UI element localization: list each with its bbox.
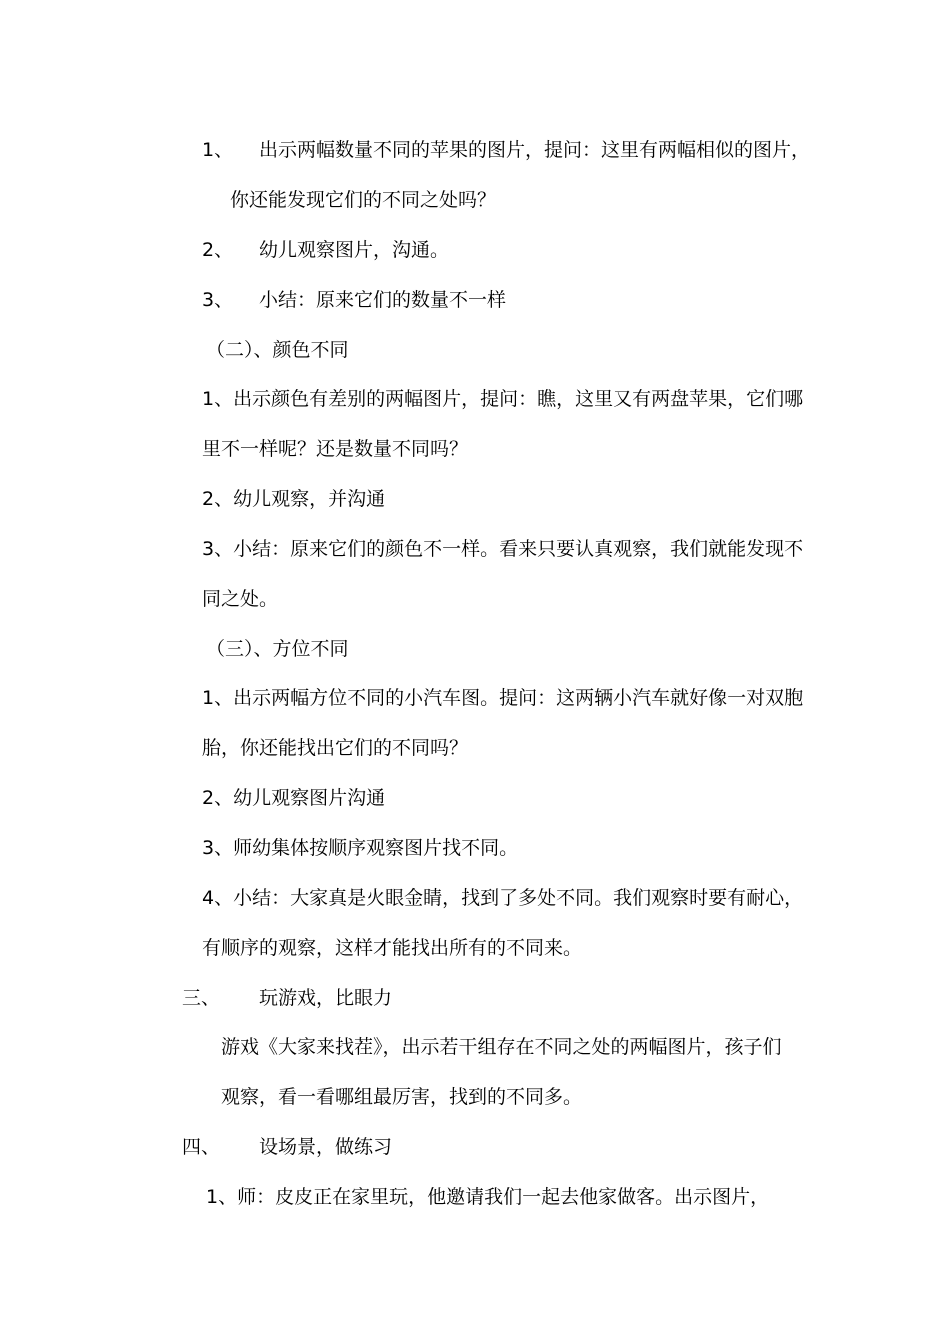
item-text: 幼儿观察图片，沟通。 — [259, 239, 450, 261]
paragraph-line: 3、小结：原来它们的颜色不一样。看来只要认真观察，我们就能发现不 — [202, 538, 804, 560]
paragraph-line: 里不一样呢？还是数量不同吗？ — [202, 438, 469, 460]
paragraph-line: 2、幼儿观察，并沟通 — [202, 488, 386, 510]
paragraph-line: 2、幼儿观察图片沟通 — [202, 787, 386, 809]
paragraph-line: 1、出示颜色有差别的两幅图片，提问：瞧，这里又有两盘苹果，它们哪 — [202, 388, 804, 410]
paragraph-line: 3、师幼集体按顺序观察图片找不同。 — [202, 837, 519, 859]
paragraph-line: 有顺序的观察，这样才能找出所有的不同来。 — [202, 937, 583, 959]
paragraph-line: 4、小结：大家真是火眼金睛，找到了多处不同。我们观察时要有耐心， — [202, 887, 804, 909]
item-number: 3、 — [202, 289, 234, 311]
item-text: 出示两幅数量不同的苹果的图片，提问：这里有两幅相似的图片， — [259, 139, 811, 161]
paragraph-line: 观察，看一看哪组最厉害，找到的不同多。 — [221, 1086, 583, 1108]
paragraph-line: 胎，你还能找出它们的不同吗？ — [202, 737, 469, 759]
item-text: 设场景，做练习 — [259, 1136, 393, 1158]
item-text: 小结：原来它们的数量不一样 — [259, 289, 507, 311]
paragraph-line: 同之处。 — [202, 588, 279, 610]
item-text: 玩游戏，比眼力 — [259, 987, 393, 1009]
item-number: 三、 — [182, 987, 221, 1009]
continuation-line: 你还能发现它们的不同之处吗？ — [230, 189, 497, 211]
section-heading: （三）、方位不同 — [206, 638, 349, 660]
paragraph-line: 1、出示两幅方位不同的小汽车图。提问：这两辆小汽车就好像一对双胞 — [202, 687, 804, 709]
paragraph-line: 游戏《大家来找茬》，出示若干组存在不同之处的两幅图片，孩子们 — [221, 1036, 782, 1058]
section-heading: （二）、颜色不同 — [206, 339, 349, 361]
item-number: 四、 — [182, 1136, 221, 1158]
paragraph-line: 1、师：皮皮正在家里玩，他邀请我们一起去他家做客。出示图片， — [206, 1186, 770, 1208]
item-number: 1、 — [202, 139, 234, 161]
item-number: 2、 — [202, 239, 234, 261]
